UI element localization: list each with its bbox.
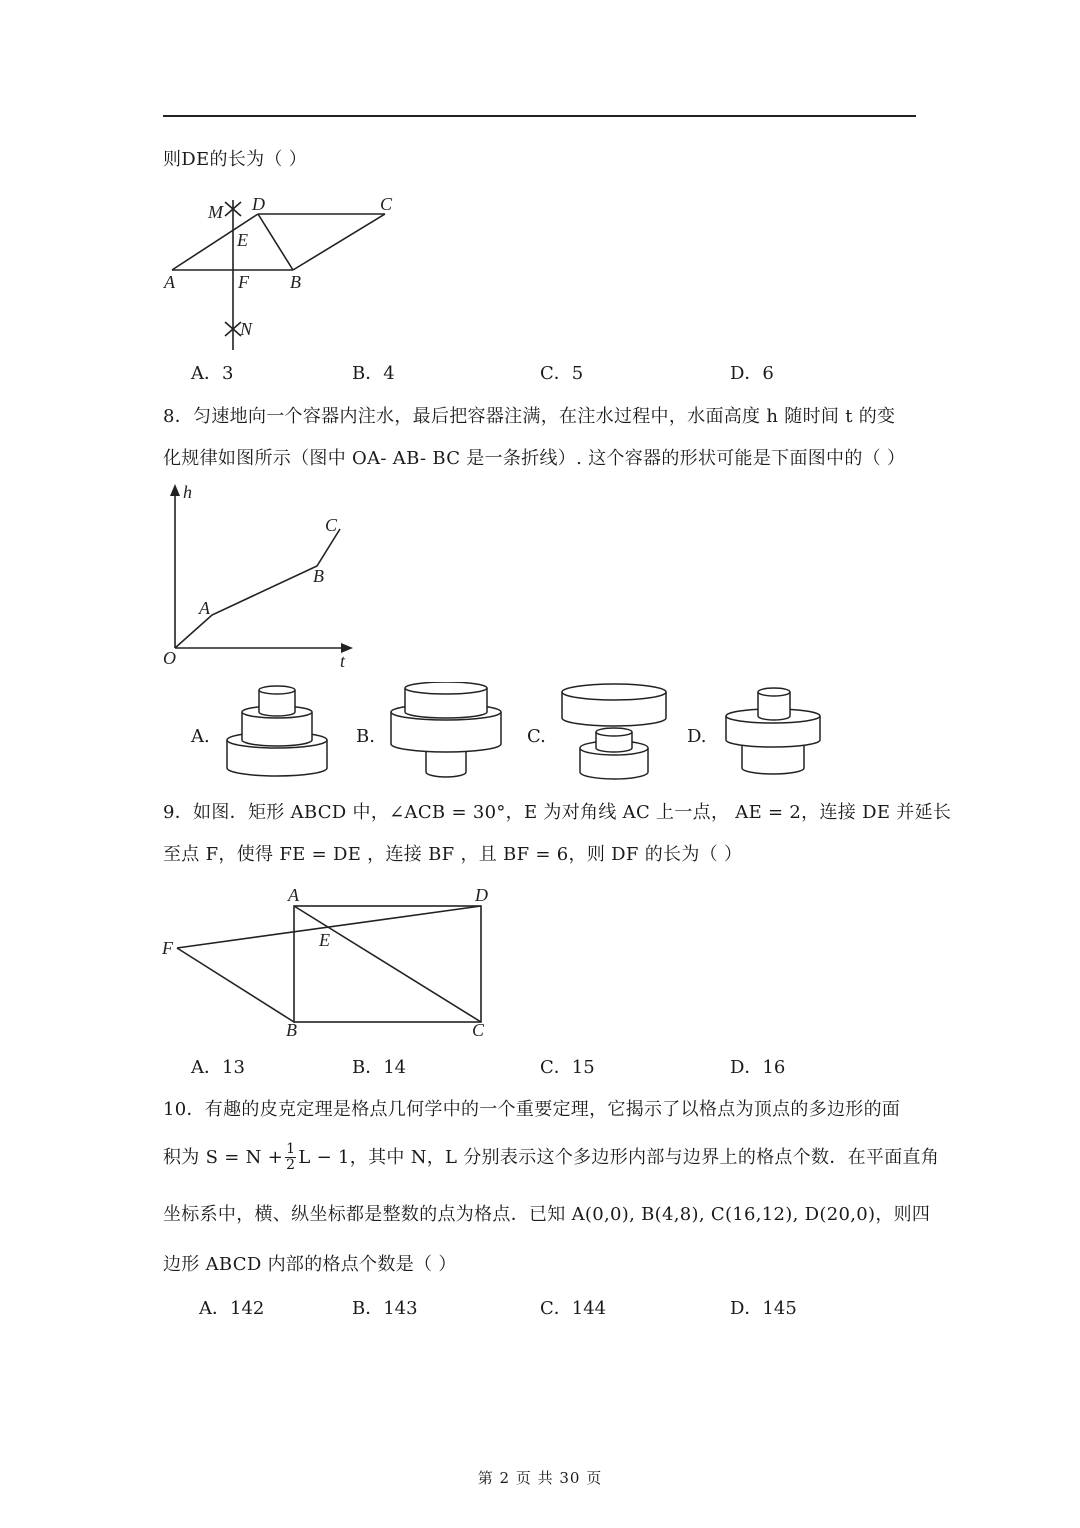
segment-FB	[177, 948, 294, 1022]
fraction-one-half	[285, 1142, 296, 1173]
segment-DB	[258, 214, 293, 270]
label-C: C	[325, 515, 338, 535]
q8-option-d-container	[722, 682, 826, 782]
q8-stem-line1: 8．匀速地向一个容器内注水，最后把容器注满，在注水过程中，水面高度 h 随时间 t 的变	[163, 406, 896, 427]
q8-option-b-container	[388, 682, 508, 784]
q7-option-d: D．6	[730, 363, 774, 384]
header-rule	[163, 115, 916, 117]
label-B: B	[286, 1020, 297, 1040]
label-A: A	[199, 598, 210, 618]
label-F: F	[162, 938, 173, 958]
q8-option-a-container	[222, 682, 362, 782]
q7-option-a: A．3	[191, 363, 234, 384]
label-A: A	[164, 272, 175, 292]
label-E: E	[319, 930, 330, 950]
q9-option-a: A．13	[191, 1057, 245, 1078]
label-F: F	[238, 272, 249, 292]
q8-option-c-container	[558, 682, 673, 784]
q8-stem-line2: 化规律如图所示（图中 OA- AB- BC 是一条折线）. 这个容器的形状可能是下面图中的（ ）	[163, 448, 906, 469]
q9-stem-line2: 至点 F，使得 FE = DE ，连接 BF ，且 BF = 6，则 DF 的长为（ ）	[163, 844, 743, 865]
q10-option-a: A．142	[199, 1298, 265, 1319]
label-t: t	[340, 651, 346, 671]
q7-option-b: B．4	[352, 363, 395, 384]
q7-figure	[160, 190, 430, 360]
label-h: h	[183, 482, 192, 502]
q9-option-d: D．16	[730, 1057, 786, 1078]
label-M: M	[208, 202, 223, 222]
q8-option-a-label: A.	[191, 726, 210, 747]
q9-option-c: C．15	[540, 1057, 595, 1078]
q10-line2-post: L − 1，其中 N，L 分别表示这个多边形内部与边界上的格点个数．在平面直角	[298, 1146, 940, 1168]
label-D: D	[475, 885, 488, 905]
label-N: N	[240, 319, 253, 339]
label-O: O	[163, 648, 176, 668]
polyline-OABC	[175, 529, 340, 648]
q9-option-b: B．14	[352, 1057, 407, 1078]
q10-stem-line4: 边形 ABCD 内部的格点个数是（ ）	[163, 1254, 457, 1275]
fraction-numerator: 1	[286, 1141, 296, 1157]
fraction-denominator: 2	[286, 1157, 296, 1173]
q8-option-c-label: C.	[527, 726, 546, 747]
q10-stem-line2	[163, 1142, 939, 1173]
label-B: B	[290, 272, 301, 292]
label-E: E	[237, 230, 248, 250]
q10-stem-line3: 坐标系中，横、纵坐标都是整数的点为格点．已知 A(0,0), B(4,8), C(16,12), D(20,0)，则四	[163, 1204, 931, 1225]
q8-option-b-label: B.	[356, 726, 375, 747]
segment-BC	[293, 214, 385, 270]
q7-option-c: C．5	[540, 363, 584, 384]
q10-option-b: B．143	[352, 1298, 418, 1319]
q7-stem-tail: 则DE的长为（ ）	[163, 149, 307, 170]
label-C: C	[380, 194, 393, 214]
q8-graph	[155, 480, 375, 675]
q9-figure	[155, 880, 505, 1040]
q8-option-d-label: D.	[687, 726, 707, 747]
q9-stem-line1: 9．如图．矩形 ABCD 中，∠ACB = 30°，E 为对角线 AC 上一点， AE = 2，连接 DE 并延长	[163, 802, 952, 823]
label-C: C	[472, 1020, 485, 1040]
q10-stem-line1: 10．有趣的皮克定理是格点几何学中的一个重要定理，它揭示了以格点为顶点的多边形的面	[163, 1099, 901, 1120]
q10-option-d: D．145	[730, 1298, 797, 1319]
label-D: D	[252, 194, 265, 214]
q10-line2-pre: 积为 S = N +	[163, 1146, 284, 1168]
h-axis-arrow	[170, 484, 180, 496]
label-B: B	[313, 566, 324, 586]
diagonal-AC	[294, 906, 481, 1022]
page-number-footer: 第 2 页 共 30 页	[477, 1469, 603, 1487]
q10-option-c: C．144	[540, 1298, 607, 1319]
label-A: A	[288, 885, 299, 905]
